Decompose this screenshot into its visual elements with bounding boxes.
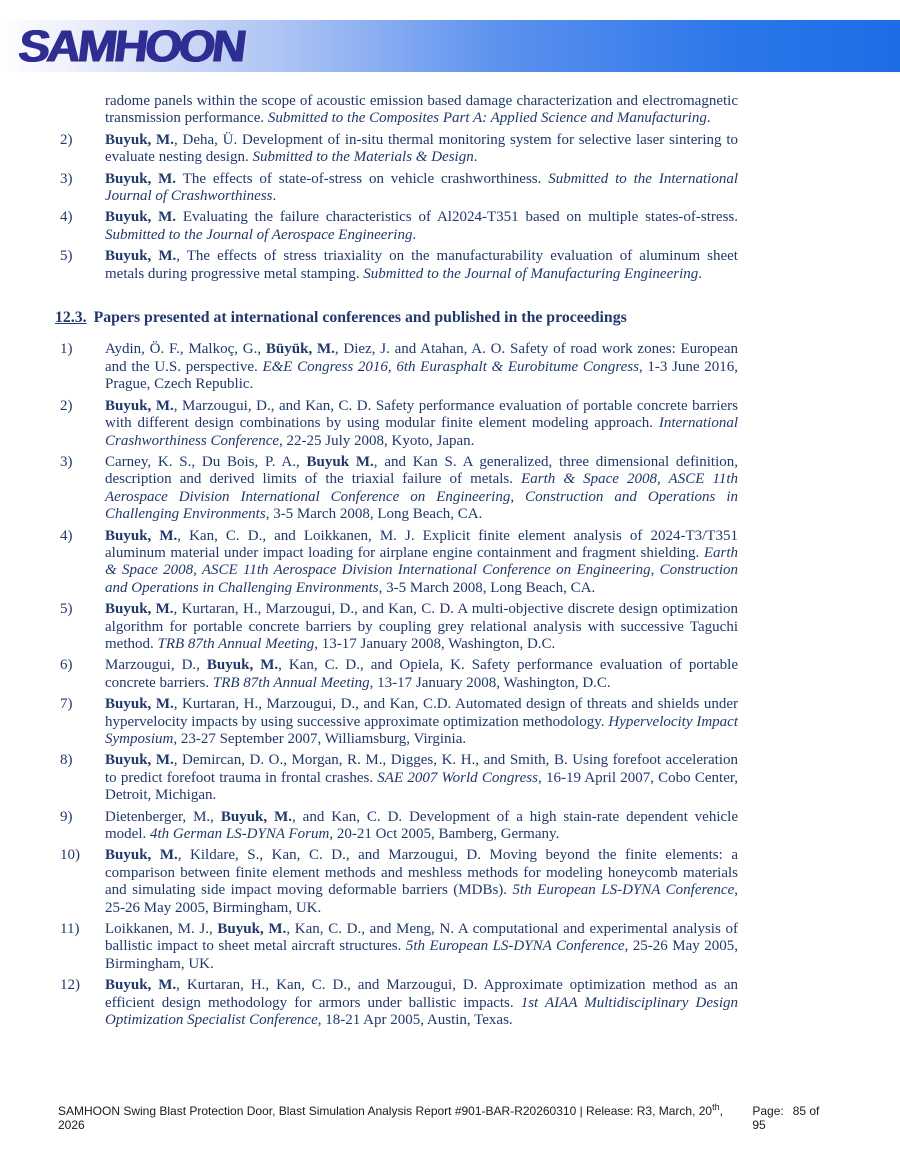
text-run: Loikkanen, M. J., [105, 921, 218, 938]
item-number: 8) [60, 752, 73, 769]
text-run: , 20-21 Oct 2005, Bamberg, Germany. [329, 826, 560, 843]
item-text [105, 93, 738, 128]
item-text [105, 847, 738, 917]
text-run: , Marzougui, D., and Kan, C. D. Safety performance evaluation of portable concrete barriers with different design combinations by using modular finite element modeling approach. [105, 397, 738, 432]
text-run: radome panels within the scope of acoustic emission based damage characterization and electromagnetic transmission performance. [105, 93, 738, 127]
reference-item [60, 847, 738, 917]
text-run: . [272, 188, 277, 205]
text-run: Aydin, Ö. F., Malkoç, G., [105, 341, 266, 358]
text-run: Submitted to the Composites Part A: Applied Science and Manufacturing [267, 110, 707, 127]
text-run: , 2026 [58, 1104, 723, 1132]
text-run: th [712, 1102, 720, 1112]
text-run: Carney, K. S., Du Bois, P. A., [105, 453, 307, 470]
samhoon-logo: SAMHOON [16, 20, 247, 71]
item-text [105, 921, 738, 973]
text-run: . [698, 265, 702, 282]
text-run: , 3-5 March 2008, Long Beach, CA. [265, 506, 483, 523]
text-run: Evaluating the failure characteristics of Al2024-T351 based on multiple states-of-stress. [176, 209, 738, 226]
text-run: , 3-5 March 2008, Long Beach, CA. [378, 579, 596, 596]
text-run: Buyuk, M. [105, 752, 174, 769]
section-heading [55, 309, 738, 326]
item-number: 5) [60, 601, 73, 618]
text-run: , Diez, J. and Atahan, A. O. Safety of road work zones: European and the U.S. perspective. [105, 341, 738, 375]
text-run: Submitted to the Journal of Aerospace Engineering [105, 226, 413, 243]
item-text [105, 809, 738, 844]
reference-item [60, 132, 738, 167]
reference-item [60, 341, 738, 393]
text-run: Büyük, M. [265, 341, 335, 358]
item-text [105, 601, 738, 653]
item-text [105, 752, 738, 804]
text-run: , Kurtaran, H., Marzougui, D., and Kan, C. D. A multi-objective discrete design optimization algorithm for portable concrete barriers by coupling grey relational analysis with successive Taguchi method. [105, 601, 738, 652]
text-run: , 18-21 Apr 2005, Austin, Texas. [317, 1012, 513, 1029]
item-number: 2) [60, 131, 73, 148]
text-run: TRB 87th Annual Meeting [157, 635, 315, 652]
text-run: , The effects of stress triaxiality on the manufacturability evaluation of aluminum sheet metals during progressive metal stamping. [105, 248, 738, 282]
text-run: 1st AIAA Multidisciplinary Design Optimization Specialist Conference [105, 994, 738, 1029]
reference-item [60, 454, 738, 524]
section-title: Papers presented at international conferences and published in the proceedings [93, 309, 627, 327]
text-run: Buyuk, M. [206, 657, 279, 674]
text-run: , Demircan, D. O., Morgan, R. M., Digges, K. H., and Smith, B. Using forefoot acceleration to predict forefoot trauma in frontal crashes. [105, 752, 738, 786]
text-run: , and Kan, C. D. Development of a high stain-rate dependent vehicle model. [105, 808, 738, 843]
item-number: 2) [60, 397, 73, 414]
item-number: 6) [60, 657, 73, 674]
item-text [105, 657, 738, 692]
text-run: , Kan, C. D., and Meng, N. A computational and experimental analysis of ballistic impact to sheet metal aircraft structures. [105, 921, 738, 955]
text-run: SAE 2007 World Congress [377, 769, 538, 786]
footer-report-info [58, 1104, 752, 1132]
item-number: 7) [60, 696, 73, 713]
item-number: 4) [60, 209, 73, 226]
journal-publications-list [60, 93, 738, 283]
header-band [0, 20, 900, 72]
item-text [105, 696, 738, 748]
text-run: 5th European LS-DYNA Conference [512, 882, 735, 899]
text-run: , 22-25 July 2008, Kyoto, Japan. [279, 432, 475, 449]
item-text [105, 977, 738, 1029]
text-run: Earth & Space 2008, ASCE 11th Aerospace Division International Conference on Engineering, Construction and Operations in Challenging Environments [105, 544, 738, 596]
text-run: , 23-27 September 2007, Williamsburg, Virginia. [173, 731, 467, 747]
reference-item [60, 657, 738, 692]
text-run: Hypervelocity Impact Symposium [105, 713, 739, 747]
item-number: 3) [60, 170, 73, 187]
reference-item [60, 601, 738, 653]
item-number: 5) [60, 248, 73, 265]
item-text [105, 341, 738, 393]
reference-item [60, 696, 738, 748]
item-text [105, 398, 738, 450]
item-text [105, 528, 738, 598]
text-run: SAMHOON Swing Blast Protection Door, Blast Simulation Analysis Report #901-BAR-R20260310 | Release: R3, March, 20 [58, 1104, 713, 1118]
page-footer [58, 1104, 836, 1132]
text-run: Dietenberger, M., [105, 808, 221, 825]
text-run: , 13-17 January 2008, Washington, D.C. [314, 635, 556, 652]
item-text [105, 248, 738, 283]
item-number: 1) [60, 341, 73, 358]
item-number: 11) [60, 921, 80, 938]
text-run: Submitted to the Materials & Design [252, 149, 474, 166]
text-run: Buyuk, M. [217, 921, 287, 938]
reference-item [60, 809, 738, 844]
reference-item [60, 977, 738, 1029]
reference-item [60, 528, 738, 598]
text-run: , Kurtaran, H., Marzougui, D., and Kan, C.D. Automated design of threats and shields under hypervelocity impacts by using successive approximate optimization methodology. [105, 696, 738, 730]
text-run: Buyuk, M. [105, 170, 177, 187]
text-run: , Kan, C. D., and Loikkanen, M. J. Explicit finite element analysis of 2024-T3/T351 aluminum material under impact loading for airplane engine containment and fragment shielding. [105, 527, 738, 561]
text-run: , 1-3 June 2016, Prague, Czech Republic. [105, 358, 738, 393]
text-run: Earth & Space 2008, ASCE 11th Aerospace Division International Conference on Engineering, Construction and Operations in Challenging Environments [105, 471, 738, 523]
text-run: Buyuk, M. [105, 248, 177, 265]
reference-item [60, 752, 738, 804]
item-text [105, 454, 738, 524]
text-run: , 25-26 May 2005, Birmingham, UK. [105, 938, 738, 972]
text-run: , 16-19 April 2007, Cobo Center, Detroit, Michigan. [105, 769, 738, 804]
reference-item [60, 171, 738, 206]
text-run: Buyuk, M. [105, 527, 178, 544]
page-content [55, 93, 739, 1034]
text-run: . [706, 110, 711, 127]
text-run: , Deha, Ü. Development of in-situ thermal monitoring system for selective laser sintering to evaluate nesting design. [105, 131, 738, 166]
item-text [105, 132, 738, 167]
reference-item [60, 93, 738, 128]
text-run: Buyuk, M. [105, 696, 174, 713]
text-run: , Kildare, S., Kan, C. D., and Marzougui, D. Moving beyond the finite elements: a comparison between finite element methods and meshless methods for modeling honeycomb materials and simulating side impact moving deformable barriers (MDBs). [105, 847, 738, 899]
page-label: Page: [752, 1104, 784, 1118]
reference-item [60, 398, 738, 450]
text-run: Submitted to the Journal of Manufacturing Engineering [363, 265, 699, 282]
text-run: Buyuk, M. [220, 808, 292, 825]
item-text [105, 171, 738, 206]
text-run: , Kurtaran, H., Kan, C. D., and Marzougui, D. Approximate optimization method as an efficient design methodology for armors under ballistic impacts. [105, 977, 738, 1011]
text-run: , 25-26 May 2005, Birmingham, UK. [105, 882, 738, 916]
text-run: Buyuk, M. [105, 847, 178, 864]
text-run: , Kan, C. D., and Opiela, K. Safety performance evaluation of portable concrete barriers. [105, 657, 738, 691]
item-number: 12) [60, 977, 80, 994]
item-number [60, 93, 105, 128]
item-number: 3) [60, 453, 73, 470]
text-run: Buyuk, M. [105, 131, 174, 148]
page-value: 85 of 95 [752, 1104, 820, 1132]
reference-item [60, 921, 738, 973]
text-run: . [412, 226, 417, 243]
text-run: TRB 87th Annual Meeting [212, 674, 370, 691]
text-run: Buyuk, M. [105, 977, 177, 994]
conference-papers-list [60, 341, 738, 1029]
reference-item [60, 248, 738, 283]
text-run: Buyuk, M. [105, 601, 174, 618]
text-run: Buyuk M. [306, 453, 374, 470]
text-run: Marzougui, D., [105, 657, 207, 674]
text-run: 5th European LS-DYNA Conference [405, 938, 625, 955]
item-number: 9) [60, 808, 73, 825]
text-run: Submitted to the International Journal of Crashworthiness [105, 170, 738, 205]
reference-item [60, 209, 738, 244]
text-run: . [473, 149, 478, 166]
item-number: 10) [60, 847, 80, 864]
item-text [105, 209, 738, 244]
text-run: Buyuk, M. [105, 397, 174, 414]
text-run: , 13-17 January 2008, Washington, D.C. [369, 674, 611, 691]
text-run: International Crashworthiness Conference [105, 415, 738, 449]
item-number: 4) [60, 527, 73, 544]
footer-page-number [752, 1104, 836, 1132]
text-run: E&E Congress 2016, 6th Eurasphalt & Eurobitume Congress [262, 358, 639, 375]
text-run: 4th German LS-DYNA Forum [150, 826, 330, 843]
text-run: The effects of state-of-stress on vehicle crashworthiness. [176, 170, 549, 187]
text-run: , and Kan S. A generalized, three dimensional definition, description and derived limits of the triaxial failure of metals. [105, 453, 738, 488]
text-run: Buyuk, M. [105, 209, 177, 226]
section-number: 12.3. [55, 309, 87, 327]
